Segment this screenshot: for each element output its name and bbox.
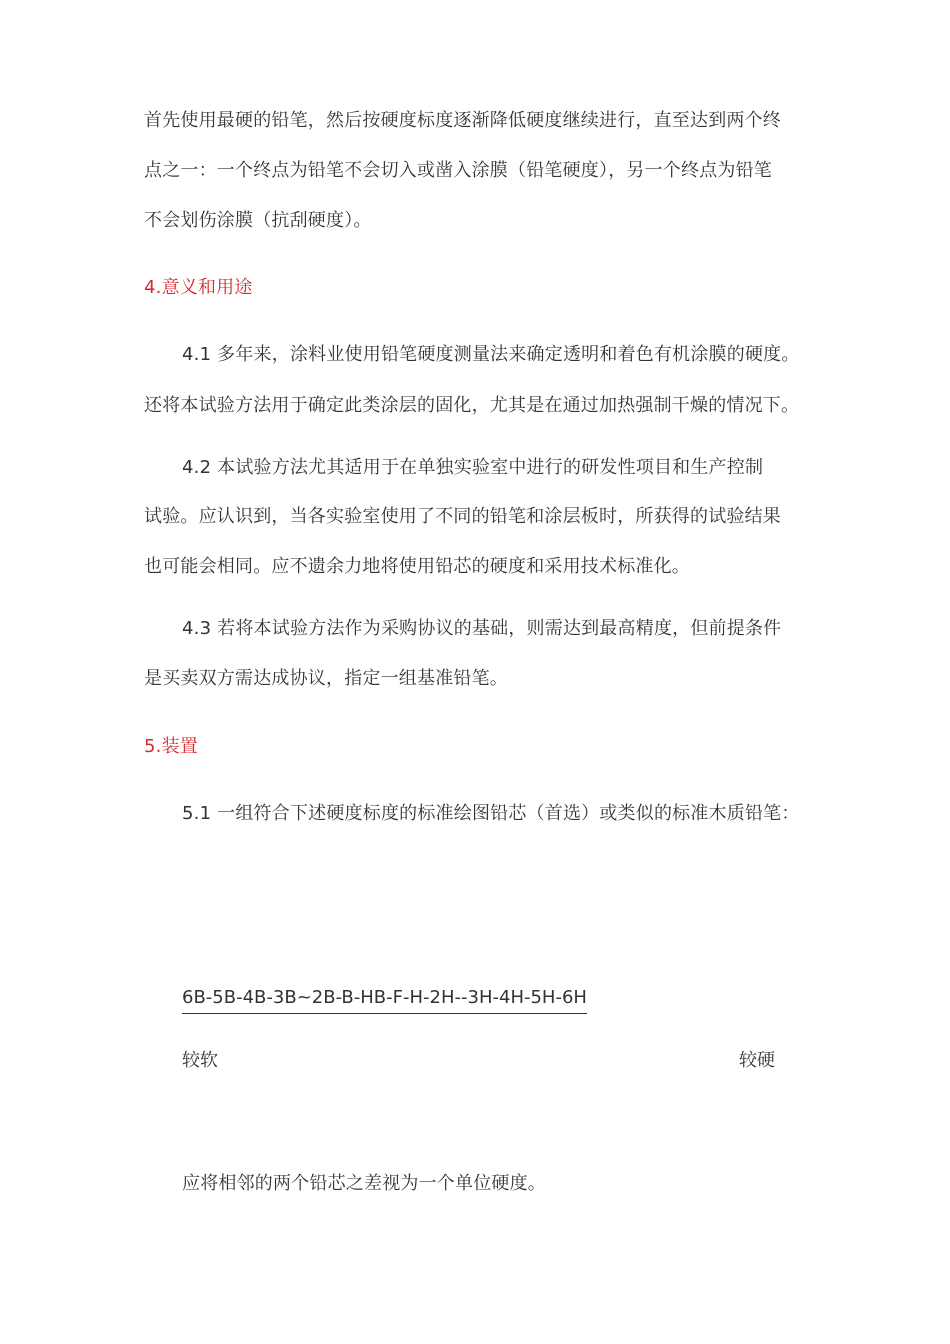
paragraph-line: 4.2 本试验方法尤其适用于在单独实验室中进行的研发性项目和生产控制 — [182, 457, 764, 478]
paragraph-line: 点之一：一个终点为铅笔不会切入或凿入涂膜（铅笔硬度），另一个终点为铅笔 — [144, 160, 772, 181]
paragraph-line: 还将本试验方法用于确定此类涂层的固化，尤其是在通过加热强制干燥的情况下。 — [144, 395, 800, 416]
softer-label: 较软 — [182, 1050, 218, 1071]
paragraph-line: 应将相邻的两个铅芯之差视为一个单位硬度。 — [182, 1173, 546, 1194]
paragraph-line: 5.1 一组符合下述硬度标度的标准绘图铅芯（首选）或类似的标准木质铅笔： — [182, 803, 800, 824]
paragraph-line: 也可能会相同。应不遗余力地将使用铅芯的硬度和采用技术标准化。 — [144, 556, 690, 577]
paragraph-line: 试验。应认识到，当各实验室使用了不同的铅笔和涂层板时，所获得的试验结果 — [144, 506, 781, 527]
harder-label: 较硬 — [739, 1050, 775, 1071]
paragraph-line: 不会划伤涂膜（抗刮硬度）。 — [144, 210, 372, 231]
paragraph-line: 4.1 多年来，涂料业使用铅笔硬度测量法来确定透明和着色有机涂膜的硬度。 — [182, 344, 800, 365]
paragraph-line: 是买卖双方需达成协议，指定一组基准铅笔。 — [144, 668, 508, 689]
section-heading-5: 5.装置 — [144, 736, 198, 757]
paragraph-line: 4.3 若将本试验方法作为采购协议的基础，则需达到最高精度，但前提条件 — [182, 618, 782, 639]
paragraph-line: 首先使用最硬的铅笔，然后按硬度标度逐渐降低硬度继续进行，直至达到两个终 — [144, 110, 781, 131]
section-heading-4: 4.意义和用途 — [144, 277, 253, 298]
hardness-scale: 6B-5B-4B-3B~2B-B-HB-F-H-2H--3H-4H-5H-6H — [182, 986, 587, 1014]
